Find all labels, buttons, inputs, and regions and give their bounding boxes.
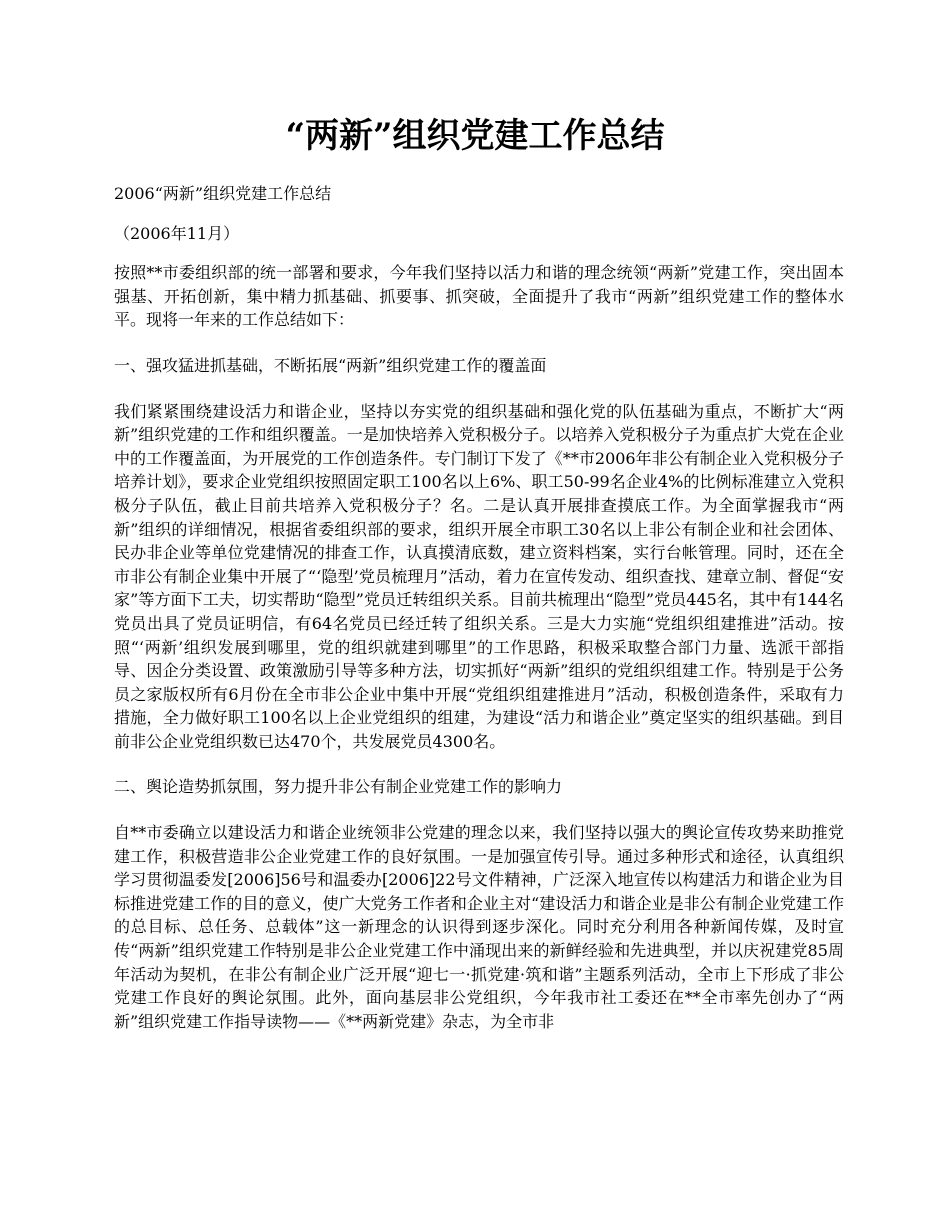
section-2-paragraph: 自**市委确立以建设活力和谐企业统领非公党建的理念以来，我们坚持以强大的舆论宣传攻势来助推党建工作，积极营造非公企业党建工作的良好氛围。一是加强宣传引导。通过多种形式和途径，认真组织学习贯彻温委发[2006]56号和温委办[2006]22号文件精神，广泛深入地宣传以构建活力和谐企业为目标推进党建工作的目的意义，使广大党务工作者和企业主对“建设活力和谐企业是非公有制企业党建工作的总目标、总任务、总载体”这一新理念的认识得到逐步深化。同时充分利用各种新闻传媒，及时宣传“两新”组织党建工作特别是非公企业党建工作中涌现出来的新鲜经验和先进典型，并以庆祝建党85周年活动为契机，在非公有制企业广泛开展“迎七一·抓党建·筑和谐”主题系列活动，全市上下形成了非公党建工作良好的舆论氛围。此外，面向基层非公党组织，今年我市社工委还在**全市率先创办了“两新”组织党建工作指导读物——《**两新党建》杂志，为全市非	[114, 823, 844, 1031]
section-heading-2: 二、舆论造势抓氛围，努力提升非公有制企业党建工作的影响力	[114, 777, 563, 797]
document-title: “两新”组织党建工作总结	[285, 116, 665, 156]
document-subtitle: 2006“两新”组织党建工作总结	[114, 184, 332, 203]
document-date: （2006年11月）	[114, 223, 240, 243]
section-1-paragraph: 我们紧紧围绕建设活力和谐企业，坚持以夯实党的组织基础和强化党的队伍基础为重点，不断扩大“两新”组织党建的工作和组织覆盖。一是加快培养入党积极分子。以培养入党积极分子为重点扩大党在企业中的工作覆盖面，为开展党的工作创造条件。专门制订下发了《**市2006年非公有制企业入党积极分子培养计划》，要求企业党组织按照固定职工100名以上6%、职工50-99名企业4%的比例标准建立入党积极分子队伍，截止目前共培养入党积极分子？名。二是认真开展排查摸底工作。为全面掌握我市“两新”组织的详细情况，根据省委组织部的要求，组织开展全市职工30名以上非公有制企业和社会团体、民办非企业等单位党建情况的排查工作，认真摸清底数，建立资料档案，实行台帐管理。同时，还在全市非公有制企业集中开展了“‘隐型’党员梳理月”活动，着力在宣传发动、组织查找、建章立制、督促“安家”等方面下工夫，切实帮助“隐型”党员迁转组织关系。目前共梳理出“隐型”党员445名，其中有144名党员出具了党员证明信，有64名党员已经迁转了组织关系。三是大力实施“党组织组建推进”活动。按照“‘两新’组织发展到哪里，党的组织就建到哪里”的工作思路，积极采取整合部门力量、选派干部指导、因企分类设置、政策激励引导等多种方法，切实抓好“两新”组织的党组织组建工作。特别是于公务员之家版权所有6月份在全市非公企业中集中开展“党组织组建推进月”活动，积极创造条件，采取有力措施，全力做好职工100名以上企业党组织的组建，为建设“活力和谐企业”奠定坚实的组织基础。到目前非公企业党组织数已达470个，共发展党员4300名。	[114, 401, 844, 751]
document-body	[114, 182, 844, 1055]
section-heading-1: 一、强攻猛进抓基础，不断拓展“两新”组织党建工作的覆盖面	[114, 355, 547, 375]
intro-paragraph: 按照**市委组织部的统一部署和要求，今年我们坚持以活力和谐的理念统领“两新”党建工作，突出固本强基、开拓创新，集中精力抓基础、抓要事、抓突破，全面提升了我市“两新”组织党建工作的整体水平。现将一年来的工作总结如下：	[114, 263, 844, 330]
